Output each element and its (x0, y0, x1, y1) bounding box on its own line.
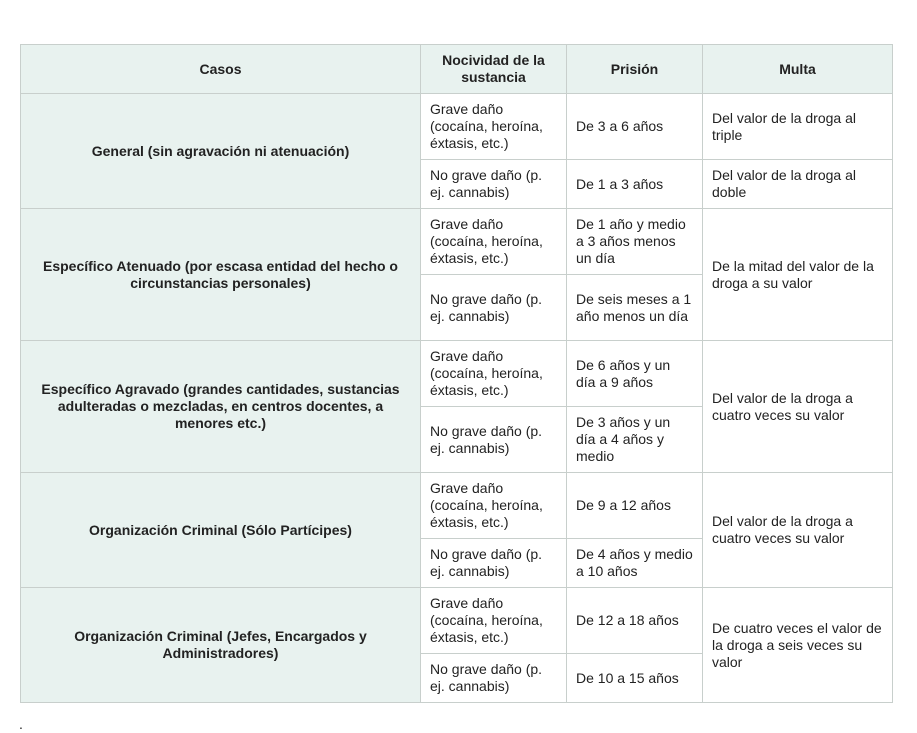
harm-grave: Grave daño (cocaína, heroína, éxtasis, etc.) (421, 94, 567, 160)
header-multa: Multa (703, 45, 893, 94)
prison-grave: De 12 a 18 años (567, 588, 703, 654)
harm-grave: Grave daño (cocaína, heroína, éxtasis, etc.) (421, 473, 567, 539)
prison-grave: De 6 años y un día a 9 años (567, 341, 703, 407)
table-row (21, 94, 893, 160)
prison-grave: De 3 a 6 años (567, 94, 703, 160)
header-casos: Casos (21, 45, 421, 94)
prison-no-grave: De seis meses a 1 año menos un día (567, 275, 703, 341)
prison-no-grave: De 3 años y un día a 4 años y medio (567, 407, 703, 473)
prison-no-grave: De 10 a 15 años (567, 654, 703, 703)
table-header-row (21, 45, 893, 94)
table-row (21, 473, 893, 539)
prison-grave: De 1 año y medio a 3 años menos un día (567, 209, 703, 275)
harm-grave: Grave daño (cocaína, heroína, éxtasis, etc.) (421, 588, 567, 654)
harm-no-grave: No grave daño (p. ej. cannabis) (421, 160, 567, 209)
header-nocividad: Nocividad de la sustancia (421, 45, 567, 94)
fine-grave: Del valor de la droga al triple (703, 94, 893, 160)
header-prision: Prisión (567, 45, 703, 94)
case-label: Organización Criminal (Sólo Partícipes) (21, 473, 421, 588)
fine-value: Del valor de la droga a cuatro veces su valor (703, 341, 893, 473)
case-label: General (sin agravación ni atenuación) (21, 94, 421, 209)
prison-no-grave: De 1 a 3 años (567, 160, 703, 209)
harm-no-grave: No grave daño (p. ej. cannabis) (421, 654, 567, 703)
table-row (21, 209, 893, 275)
penalties-table (20, 44, 893, 703)
case-label: Organización Criminal (Jefes, Encargados y Administradores) (21, 588, 421, 703)
prison-grave: De 9 a 12 años (567, 473, 703, 539)
harm-grave: Grave daño (cocaína, heroína, éxtasis, etc.) (421, 209, 567, 275)
prison-no-grave: De 4 años y medio a 10 años (567, 539, 703, 588)
harm-no-grave: No grave daño (p. ej. cannabis) (421, 407, 567, 473)
fine-value: De cuatro veces el valor de la droga a seis veces su valor (703, 588, 893, 703)
fine-no-grave: Del valor de la droga al doble (703, 160, 893, 209)
table-row (21, 341, 893, 407)
fine-value: Del valor de la droga a cuatro veces su valor (703, 473, 893, 588)
case-label: Específico Atenuado (por escasa entidad del hecho o circunstancias personales) (21, 209, 421, 341)
harm-grave: Grave daño (cocaína, heroína, éxtasis, etc.) (421, 341, 567, 407)
footer-mark: . (19, 716, 23, 732)
fine-value: De la mitad del valor de la droga a su valor (703, 209, 893, 341)
harm-no-grave: No grave daño (p. ej. cannabis) (421, 275, 567, 341)
table-row (21, 588, 893, 654)
case-label: Específico Agravado (grandes cantidades, sustancias adulteradas o mezcladas, en centros docentes, a menores etc.) (21, 341, 421, 473)
harm-no-grave: No grave daño (p. ej. cannabis) (421, 539, 567, 588)
